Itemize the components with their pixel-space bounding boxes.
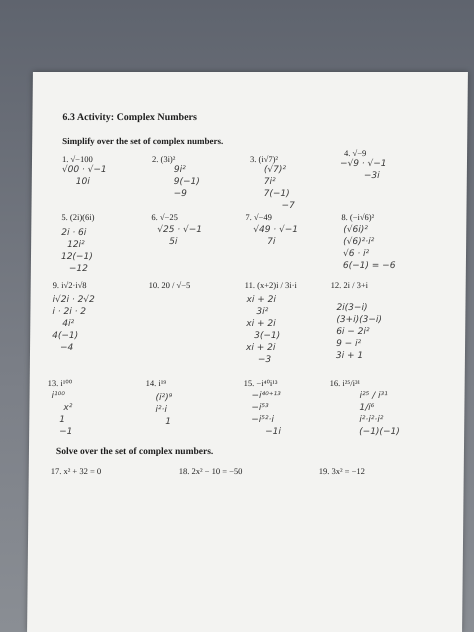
work-line: i²⁵ / i³¹ [359, 391, 388, 401]
problem-number: 1. [61, 154, 69, 164]
handwriting-13 [51, 390, 73, 438]
problem-12 [331, 280, 368, 290]
problem-number: 15. [243, 378, 255, 388]
work-line: 1/i⁶ [359, 403, 375, 413]
problem-15 [244, 378, 278, 389]
work-line: i¹⁰⁰ [51, 391, 65, 401]
problem-number: 2. [151, 154, 159, 164]
problem-number: 16. [329, 378, 341, 388]
work-line: (i²)⁹ [155, 393, 173, 403]
handwriting-1 [62, 164, 107, 188]
work-line: 12i² [67, 240, 85, 250]
problem-14 [146, 378, 167, 388]
handwriting-9 [52, 294, 95, 354]
work-line: −12 [68, 264, 88, 274]
work-line: (√6i)² [343, 225, 368, 235]
problem-expression: (x+2)i / 3i·i [257, 280, 297, 290]
work-line: i²·i [155, 405, 167, 415]
work-line: (√6)²·i² [343, 237, 375, 247]
work-line: 4i² [62, 319, 75, 329]
handwriting-2 [174, 164, 200, 200]
work-line: x² [63, 403, 73, 413]
work-line: 2i · 6i [61, 228, 87, 238]
work-line: 5i [169, 237, 178, 247]
work-line: −√9 · √−1 [339, 159, 387, 169]
work-line: 6(−1) = −6 [342, 261, 396, 271]
problem-1 [62, 154, 93, 164]
handwriting-5 [61, 227, 93, 275]
problem-3 [250, 154, 278, 164]
problem-11 [245, 280, 297, 290]
handwriting-12 [336, 302, 382, 362]
work-line: −3i [363, 171, 380, 181]
problem-number: 4. [344, 148, 351, 158]
problem-7 [245, 212, 272, 222]
problem-number: 12. [330, 280, 342, 290]
page-title: 6.3 Activity: Complex Numbers [62, 112, 197, 123]
problem-number: 17. [50, 466, 62, 476]
problem-number: 6. [151, 212, 158, 222]
problem-number: 11. [244, 280, 256, 290]
problem-17 [51, 466, 101, 476]
problem-9 [53, 280, 87, 290]
work-line: xi + 2i [246, 319, 276, 329]
work-line: −1i [265, 427, 281, 437]
problem-18 [179, 466, 243, 476]
problem-2 [152, 154, 175, 164]
problem-number: 13. [47, 378, 59, 388]
problem-expression: i²⁵/i³¹ [342, 378, 361, 388]
work-line: −i⁴⁰⁺¹³ [251, 391, 281, 401]
instructions-simplify: Simplify over the set of complex numbers. [62, 136, 224, 146]
problem-expression: √−25 [159, 212, 178, 222]
work-line: (√7)² [263, 165, 287, 175]
work-line: 9 − i² [336, 339, 362, 349]
problem-number: 3. [249, 154, 257, 164]
problem-expression: (−i√6)² [349, 212, 375, 222]
problem-number: 9. [52, 280, 60, 290]
problem-expression: 2i / 3+i [343, 280, 369, 290]
handwriting-16 [359, 390, 400, 438]
worksheet-paper [27, 72, 468, 632]
handwriting-15 [251, 390, 281, 438]
problem-8 [341, 212, 374, 222]
work-line: √25 · √−1 [157, 225, 203, 235]
problem-expression: √−100 [70, 154, 93, 164]
work-line: i²·i²·i² [359, 415, 384, 425]
problem-number: 5. [61, 212, 68, 222]
work-line: (3+i)(3−i) [336, 315, 382, 325]
work-line: 12(−1) [60, 252, 93, 262]
work-line: 3(−1) [254, 331, 281, 341]
handwriting-14 [155, 392, 172, 428]
work-line: −i⁵²·i [251, 415, 274, 425]
work-line: 10i [75, 177, 90, 187]
work-line: −4 [59, 343, 74, 353]
problem-number: 18. [178, 466, 190, 476]
work-line: xi + 2i [245, 343, 276, 353]
handwriting-3 [263, 164, 295, 212]
work-line: 7(−1) [263, 189, 290, 199]
problem-19 [319, 466, 365, 476]
work-line: 9(−1) [173, 177, 200, 187]
handwriting-4 [340, 158, 387, 182]
problem-expression: (3i)² [160, 154, 176, 164]
work-line: −7 [281, 201, 295, 211]
work-line: 1 [59, 415, 66, 425]
problem-expression: √−49 [253, 212, 272, 222]
problem-5 [61, 212, 94, 222]
work-line: 7i² [263, 177, 276, 187]
work-line: xi + 2i [246, 295, 276, 305]
problem-6 [151, 212, 178, 222]
problem-expression: 20 / √−5 [161, 280, 191, 290]
problem-expression: i¹⁰⁰ [60, 378, 73, 388]
handwriting-6 [157, 224, 202, 248]
work-line: −1 [59, 427, 73, 437]
work-line: √00 · √−1 [61, 165, 107, 175]
work-line: 2i(3−i) [336, 303, 368, 313]
work-line: √49 · √−1 [253, 225, 299, 235]
problem-number: 19. [318, 466, 330, 476]
work-line: 7i [267, 237, 276, 247]
work-line: 1 [165, 417, 172, 427]
work-line: (−1)(−1) [359, 427, 400, 437]
problem-4 [344, 148, 366, 158]
problem-number: 10. [148, 280, 160, 290]
problem-number: 7. [245, 212, 252, 222]
work-line: 3i + 1 [335, 351, 364, 361]
problem-expression: −i⁴⁰i¹³ [256, 378, 278, 388]
work-line: −9 [173, 189, 187, 199]
handwriting-7 [253, 224, 298, 248]
problem-10 [149, 280, 191, 290]
problem-13 [48, 378, 73, 389]
work-line: √6 · i² [342, 249, 370, 259]
problem-expression: 3x² = −12 [331, 466, 365, 476]
work-line: −i⁵³ [251, 403, 269, 413]
work-line: −3 [257, 355, 272, 365]
instructions-solve: Solve over the set of complex numbers. [55, 447, 214, 457]
problem-16 [330, 378, 361, 388]
work-line: 9i² [173, 165, 186, 175]
work-line: 6i − 2i² [336, 327, 370, 337]
problem-expression: x² + 32 = 0 [63, 466, 102, 476]
problem-expression: (2i)(6i) [69, 212, 95, 222]
problem-expression: √−9 [352, 148, 367, 158]
problem-number: 8. [341, 212, 348, 222]
work-line: i√2i · 2√2 [52, 295, 95, 305]
handwriting-11 [246, 294, 281, 366]
problem-expression: (i√7)² [258, 154, 279, 164]
problem-expression: i¹⁹ [158, 378, 167, 388]
work-line: i · 2i · 2 [52, 307, 87, 317]
handwriting-8 [343, 224, 396, 272]
problem-number: 14. [145, 378, 157, 388]
work-line: 4(−1) [52, 331, 79, 341]
problem-expression: 2x² − 10 = −50 [191, 466, 243, 476]
problem-expression: i√2·i√8 [61, 280, 87, 290]
work-line: 3i² [256, 307, 269, 317]
